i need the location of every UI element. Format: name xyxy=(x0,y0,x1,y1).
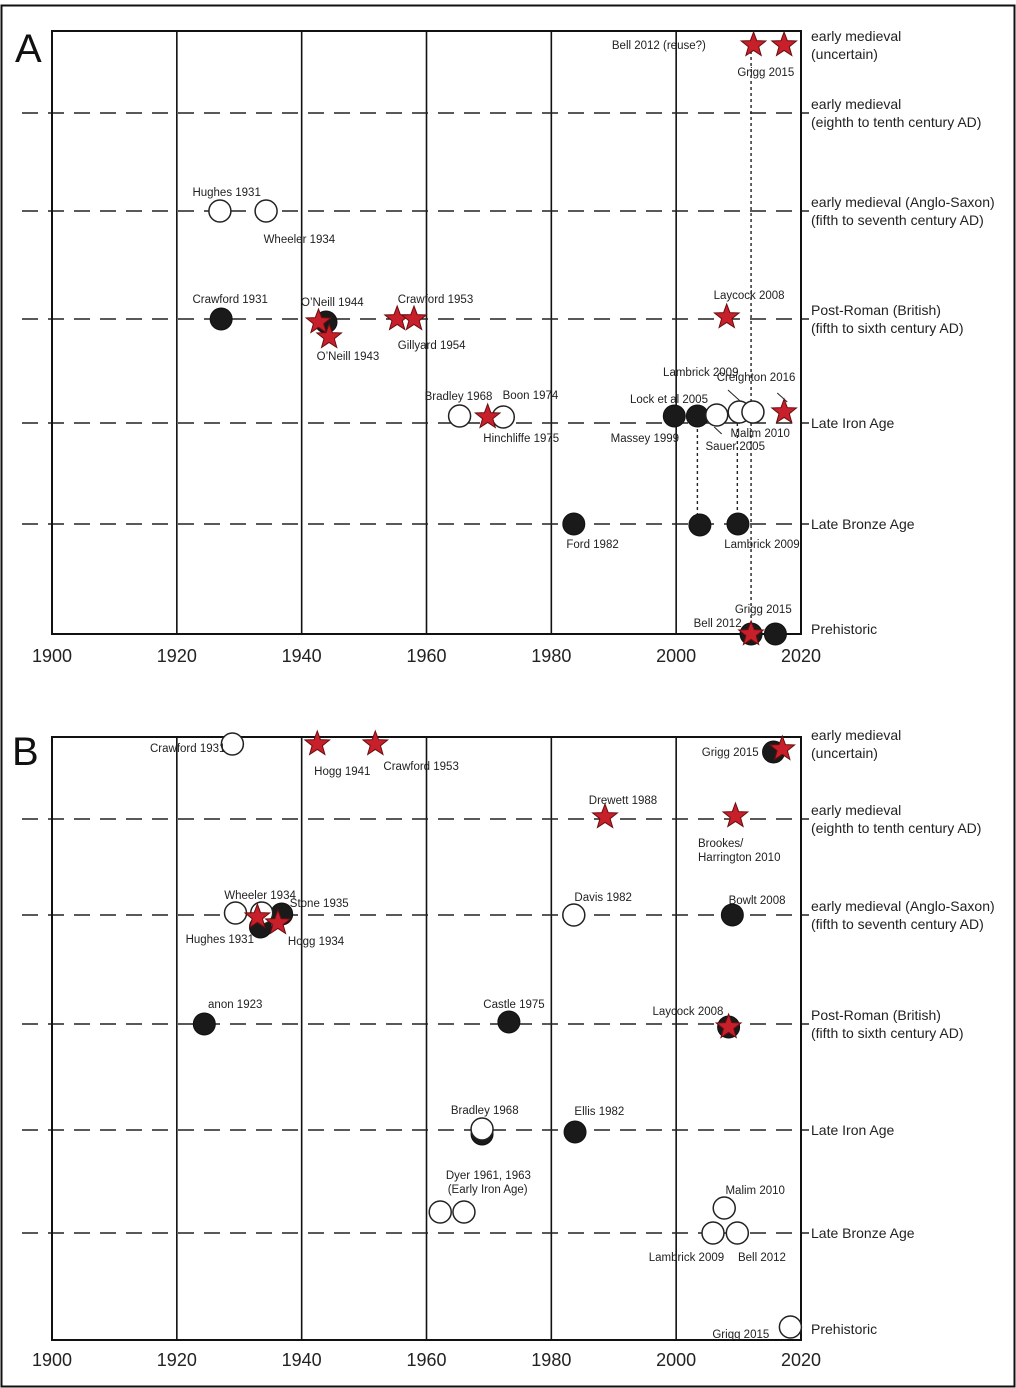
point-label: Ford 1982 xyxy=(566,539,619,551)
point-label: Bowlt 2008 xyxy=(728,895,786,907)
category-label: (fifth to seventh century AD) xyxy=(811,916,984,932)
filled-point xyxy=(764,623,786,645)
star-point xyxy=(363,731,388,755)
point-label: Davis 1982 xyxy=(574,892,632,904)
category-label: early medieval xyxy=(811,727,902,743)
x-tick-label-1940: 1940 xyxy=(281,646,322,666)
category-label: (eighth to tenth century AD) xyxy=(811,114,982,130)
point-label: Bell 2012 xyxy=(693,618,742,630)
point-label: Ellis 1982 xyxy=(574,1106,625,1118)
open-point xyxy=(563,904,585,926)
open-point xyxy=(702,1222,724,1244)
point-label: Lambrick 2009 xyxy=(663,367,739,379)
category-label: Prehistoric xyxy=(811,1321,878,1337)
x-tick-label-1960: 1960 xyxy=(406,1350,447,1370)
point-label: Bell 2012 (reuse?) xyxy=(611,40,706,52)
filled-point xyxy=(721,904,743,926)
open-point xyxy=(429,1201,451,1223)
filled-point xyxy=(498,1011,520,1033)
point-label: Crawford 1953 xyxy=(383,761,459,773)
filled-point xyxy=(563,513,585,535)
star-point xyxy=(772,399,797,423)
open-point xyxy=(471,1118,493,1140)
category-label: Late Iron Age xyxy=(811,415,895,431)
open-point xyxy=(255,200,277,222)
category-label: Post-Roman (British) xyxy=(811,1007,941,1023)
point-label: Sauer 2005 xyxy=(705,441,765,453)
category-label: Late Bronze Age xyxy=(811,516,915,532)
point-label: Grigg 2015 xyxy=(734,604,792,616)
point-label: Hughes 1931 xyxy=(192,187,261,199)
filled-point xyxy=(727,513,749,535)
point-label: Lambrick 2009 xyxy=(648,1252,725,1264)
point-label: Grigg 2015 xyxy=(737,67,795,79)
star-point xyxy=(723,803,748,827)
open-point xyxy=(742,401,764,423)
star-point xyxy=(593,804,618,828)
point-label: Grigg 2015 xyxy=(712,1329,770,1341)
star-point xyxy=(714,304,739,328)
x-tick-label-2020: 2020 xyxy=(780,646,822,666)
x-tick-label-2000: 2000 xyxy=(656,646,697,666)
category-label: early medieval xyxy=(811,28,902,44)
filled-point xyxy=(663,405,685,427)
x-tick-label-1980: 1980 xyxy=(531,646,572,666)
point-label: Bradley 1968 xyxy=(450,1105,519,1117)
point-label: Boon 1974 xyxy=(502,390,559,402)
panel-letter-b: B xyxy=(12,730,39,774)
point-label: Hogg 1941 xyxy=(314,766,371,778)
point-label: Bradley 1968 xyxy=(424,391,493,403)
x-tick-label-1920: 1920 xyxy=(156,646,197,666)
point-label: Hughes 1931 xyxy=(185,934,254,946)
point-label: Grigg 2015 xyxy=(701,747,759,759)
point-label: Malim 2010 xyxy=(725,1185,785,1197)
panel-letter-a: A xyxy=(15,27,42,71)
point-label: O’Neill 1944 xyxy=(301,297,364,309)
point-label: Creighton 2016 xyxy=(716,372,796,384)
x-tick-label-1960: 1960 xyxy=(406,646,447,666)
open-point xyxy=(726,1222,748,1244)
category-label: Late Iron Age xyxy=(811,1122,895,1138)
point-label: Crawford 1931 xyxy=(192,294,268,306)
point-label: (Early Iron Age) xyxy=(447,1184,528,1196)
point-label: Stone 1935 xyxy=(289,898,349,910)
x-tick-label-1900: 1900 xyxy=(31,1350,73,1370)
filled-point xyxy=(210,308,232,330)
star-point xyxy=(772,32,797,56)
open-point xyxy=(453,1201,475,1223)
category-label: (uncertain) xyxy=(811,745,878,761)
category-label: early medieval (Anglo-Saxon) xyxy=(811,898,995,914)
category-label: early medieval (Anglo-Saxon) xyxy=(811,194,995,210)
open-point xyxy=(225,902,247,924)
point-label: Crawford 1931 xyxy=(149,743,226,755)
category-label: (fifth to sixth century AD) xyxy=(811,320,964,336)
point-label: anon 1923 xyxy=(208,999,263,1011)
leader-line xyxy=(777,393,787,402)
x-tick-label-1980: 1980 xyxy=(531,1350,572,1370)
point-label: Laycock 2008 xyxy=(652,1006,724,1018)
open-point xyxy=(706,404,728,426)
point-label: Brookes/ xyxy=(698,838,744,850)
point-label: Dyer 1961, 1963 xyxy=(445,1170,531,1182)
category-label: Prehistoric xyxy=(811,621,878,637)
leader-line xyxy=(714,427,721,434)
panel-b-chart xyxy=(22,727,995,1370)
category-label: (fifth to seventh century AD) xyxy=(811,212,984,228)
x-tick-label-1900: 1900 xyxy=(31,646,73,666)
point-label: Massey 1999 xyxy=(610,433,680,445)
x-tick-label-2020: 2020 xyxy=(780,1350,822,1370)
open-point xyxy=(209,200,231,222)
point-label: Gillyard 1954 xyxy=(397,340,466,352)
point-label: O’Neill 1943 xyxy=(316,351,380,363)
category-label: (eighth to tenth century AD) xyxy=(811,820,982,836)
category-label: early medieval xyxy=(811,96,902,112)
point-label: Hogg 1934 xyxy=(287,936,345,948)
x-tick-label-1920: 1920 xyxy=(156,1350,197,1370)
open-point xyxy=(779,1316,801,1338)
star-point xyxy=(741,32,766,56)
filled-point xyxy=(193,1013,215,1035)
point-label: Bell 2012 xyxy=(737,1252,786,1264)
point-label: Lambrick 2009 xyxy=(724,539,800,551)
point-label: Wheeler 1934 xyxy=(224,890,296,902)
filled-point xyxy=(564,1121,586,1143)
star-point xyxy=(305,731,330,755)
point-label: Crawford 1953 xyxy=(397,294,474,306)
filled-point xyxy=(689,514,711,536)
open-point xyxy=(449,405,471,427)
panel-a-chart xyxy=(22,28,995,666)
category-label: (uncertain) xyxy=(811,46,878,62)
point-label: Lock et al 2005 xyxy=(629,394,708,406)
category-label: Late Bronze Age xyxy=(811,1225,915,1241)
point-label: Harrington 2010 xyxy=(698,852,781,864)
point-label: Malim 2010 xyxy=(730,428,790,440)
x-tick-label-2000: 2000 xyxy=(656,1350,697,1370)
point-label: Drewett 1988 xyxy=(588,795,658,807)
star-point xyxy=(402,306,427,330)
open-point xyxy=(713,1197,735,1219)
point-label: Castle 1975 xyxy=(483,999,545,1011)
point-label: Hinchliffe 1975 xyxy=(483,433,560,445)
point-label: Wheeler 1934 xyxy=(263,234,336,246)
point-label: Laycock 2008 xyxy=(713,290,785,302)
x-tick-label-1940: 1940 xyxy=(281,1350,322,1370)
category-label: Post-Roman (British) xyxy=(811,302,941,318)
category-label: (fifth to sixth century AD) xyxy=(811,1025,964,1041)
category-label: early medieval xyxy=(811,802,902,818)
